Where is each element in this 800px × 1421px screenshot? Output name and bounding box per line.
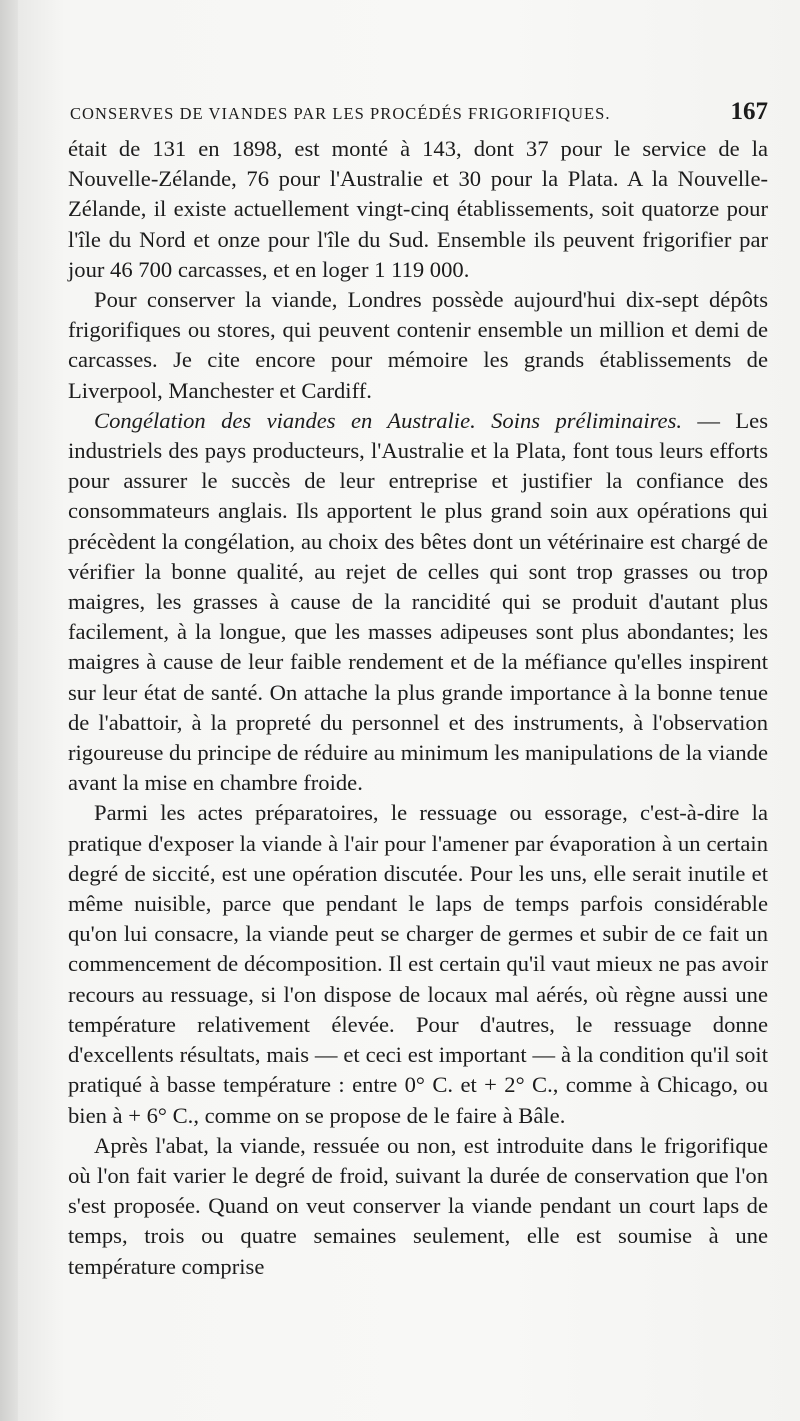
page-gutter-shadow <box>0 0 18 1421</box>
page-number: 167 <box>730 98 768 125</box>
paragraph-4: Parmi les actes préparatoires, le ressuage ou essorage, c'est-à-dire la pratique d'exposer la viande à l'air pour l'amener par évaporation à un certain degré de siccité, est une opération discutée. Pour les uns, elle serait inutile et même nuisible, parce que pendant le laps de temps parfois considérable qu'on lui consacre, la viande peut se charger de germes et subir de ce fait un commencement de décomposition. Il est certain qu'il vaut mieux ne pas avoir recours au ressuage, si l'on dispose de locaux mal aérés, où règne aussi une température relativement élevée. Pour d'autres, le ressuage donne d'excellents résultats, mais — et ceci est important — à la condition qu'il soit pratiqué à basse température : entre 0° C. et + 2° C., comme à Chicago, ou bien à + 6° C., comme on se propose de le faire à Bâle. <box>68 800 768 1128</box>
paragraph-3-text: — Les industriels des pays producteurs, l'Australie et la Plata, font tous leurs efforts pour assurer le succès de leur entreprise et justifier la confiance des consommateurs anglais. Ils apportent le plus grand soin aux opérations qui précèdent la congélation, au choix des bêtes dont un vétérinaire est chargé de vérifier la bonne qualité, au rejet de celles qui sont trop grasses ou trop maigres, les grasses à cause de la rancidité qui se produit d'autant plus facilement, à la longue, que les masses adipeuses sont plus abondantes; les maigres à cause de leur faible rendement et de la méfiance qu'elles inspirent sur leur état de santé. On attache la plus grande importance à la bonne tenue de l'abattoir, à la propreté du personnel et des instruments, à l'observation rigoureuse du principe de réduire au minimum les manipulations de la viande avant la mise en chambre froide. <box>68 407 768 796</box>
paragraph-5: Après l'abat, la viande, ressuée ou non, est introduite dans le frigorifique où l'on fait varier le degré de froid, suivant la durée de conservation que l'on s'est proposée. Quand on veut conserver la viande pendant un court laps de temps, trois ou quatre semaines seulement, elle est soumise à une température comprise <box>68 1132 768 1279</box>
paragraph-3 <box>68 406 768 799</box>
running-header <box>68 92 768 132</box>
body-text <box>68 134 768 1282</box>
paragraph-2: Pour conserver la viande, Londres possède aujourd'hui dix-sept dépôts frigorifiques ou stores, qui peuvent contenir ensemble un million et demi de carcasses. Je cite encore pour mémoire les grands établissements de Liverpool, Manchester et Cardiff. <box>68 287 768 403</box>
running-title: CONSERVES DE VIANDES PAR LES PROCÉDÉS FRIGORIFIQUES. <box>70 104 611 123</box>
paragraph-1: était de 131 en 1898, est monté à 143, dont 37 pour le service de la Nouvelle-Zélande, 76 pour l'Australie et 30 pour la Plata. A la Nouvelle-Zélande, il existe actuellement vingt-cinq établissements, soit quatorze pour l'île du Nord et onze pour l'île du Sud. Ensemble ils peuvent frigorifier par jour 46 700 carcasses, et en loger 1 119 000. <box>68 136 768 282</box>
book-page <box>18 0 800 1421</box>
section-heading: Congélation des viandes en Australie. Soins préliminaires. <box>94 407 683 433</box>
page-content <box>68 92 768 1282</box>
